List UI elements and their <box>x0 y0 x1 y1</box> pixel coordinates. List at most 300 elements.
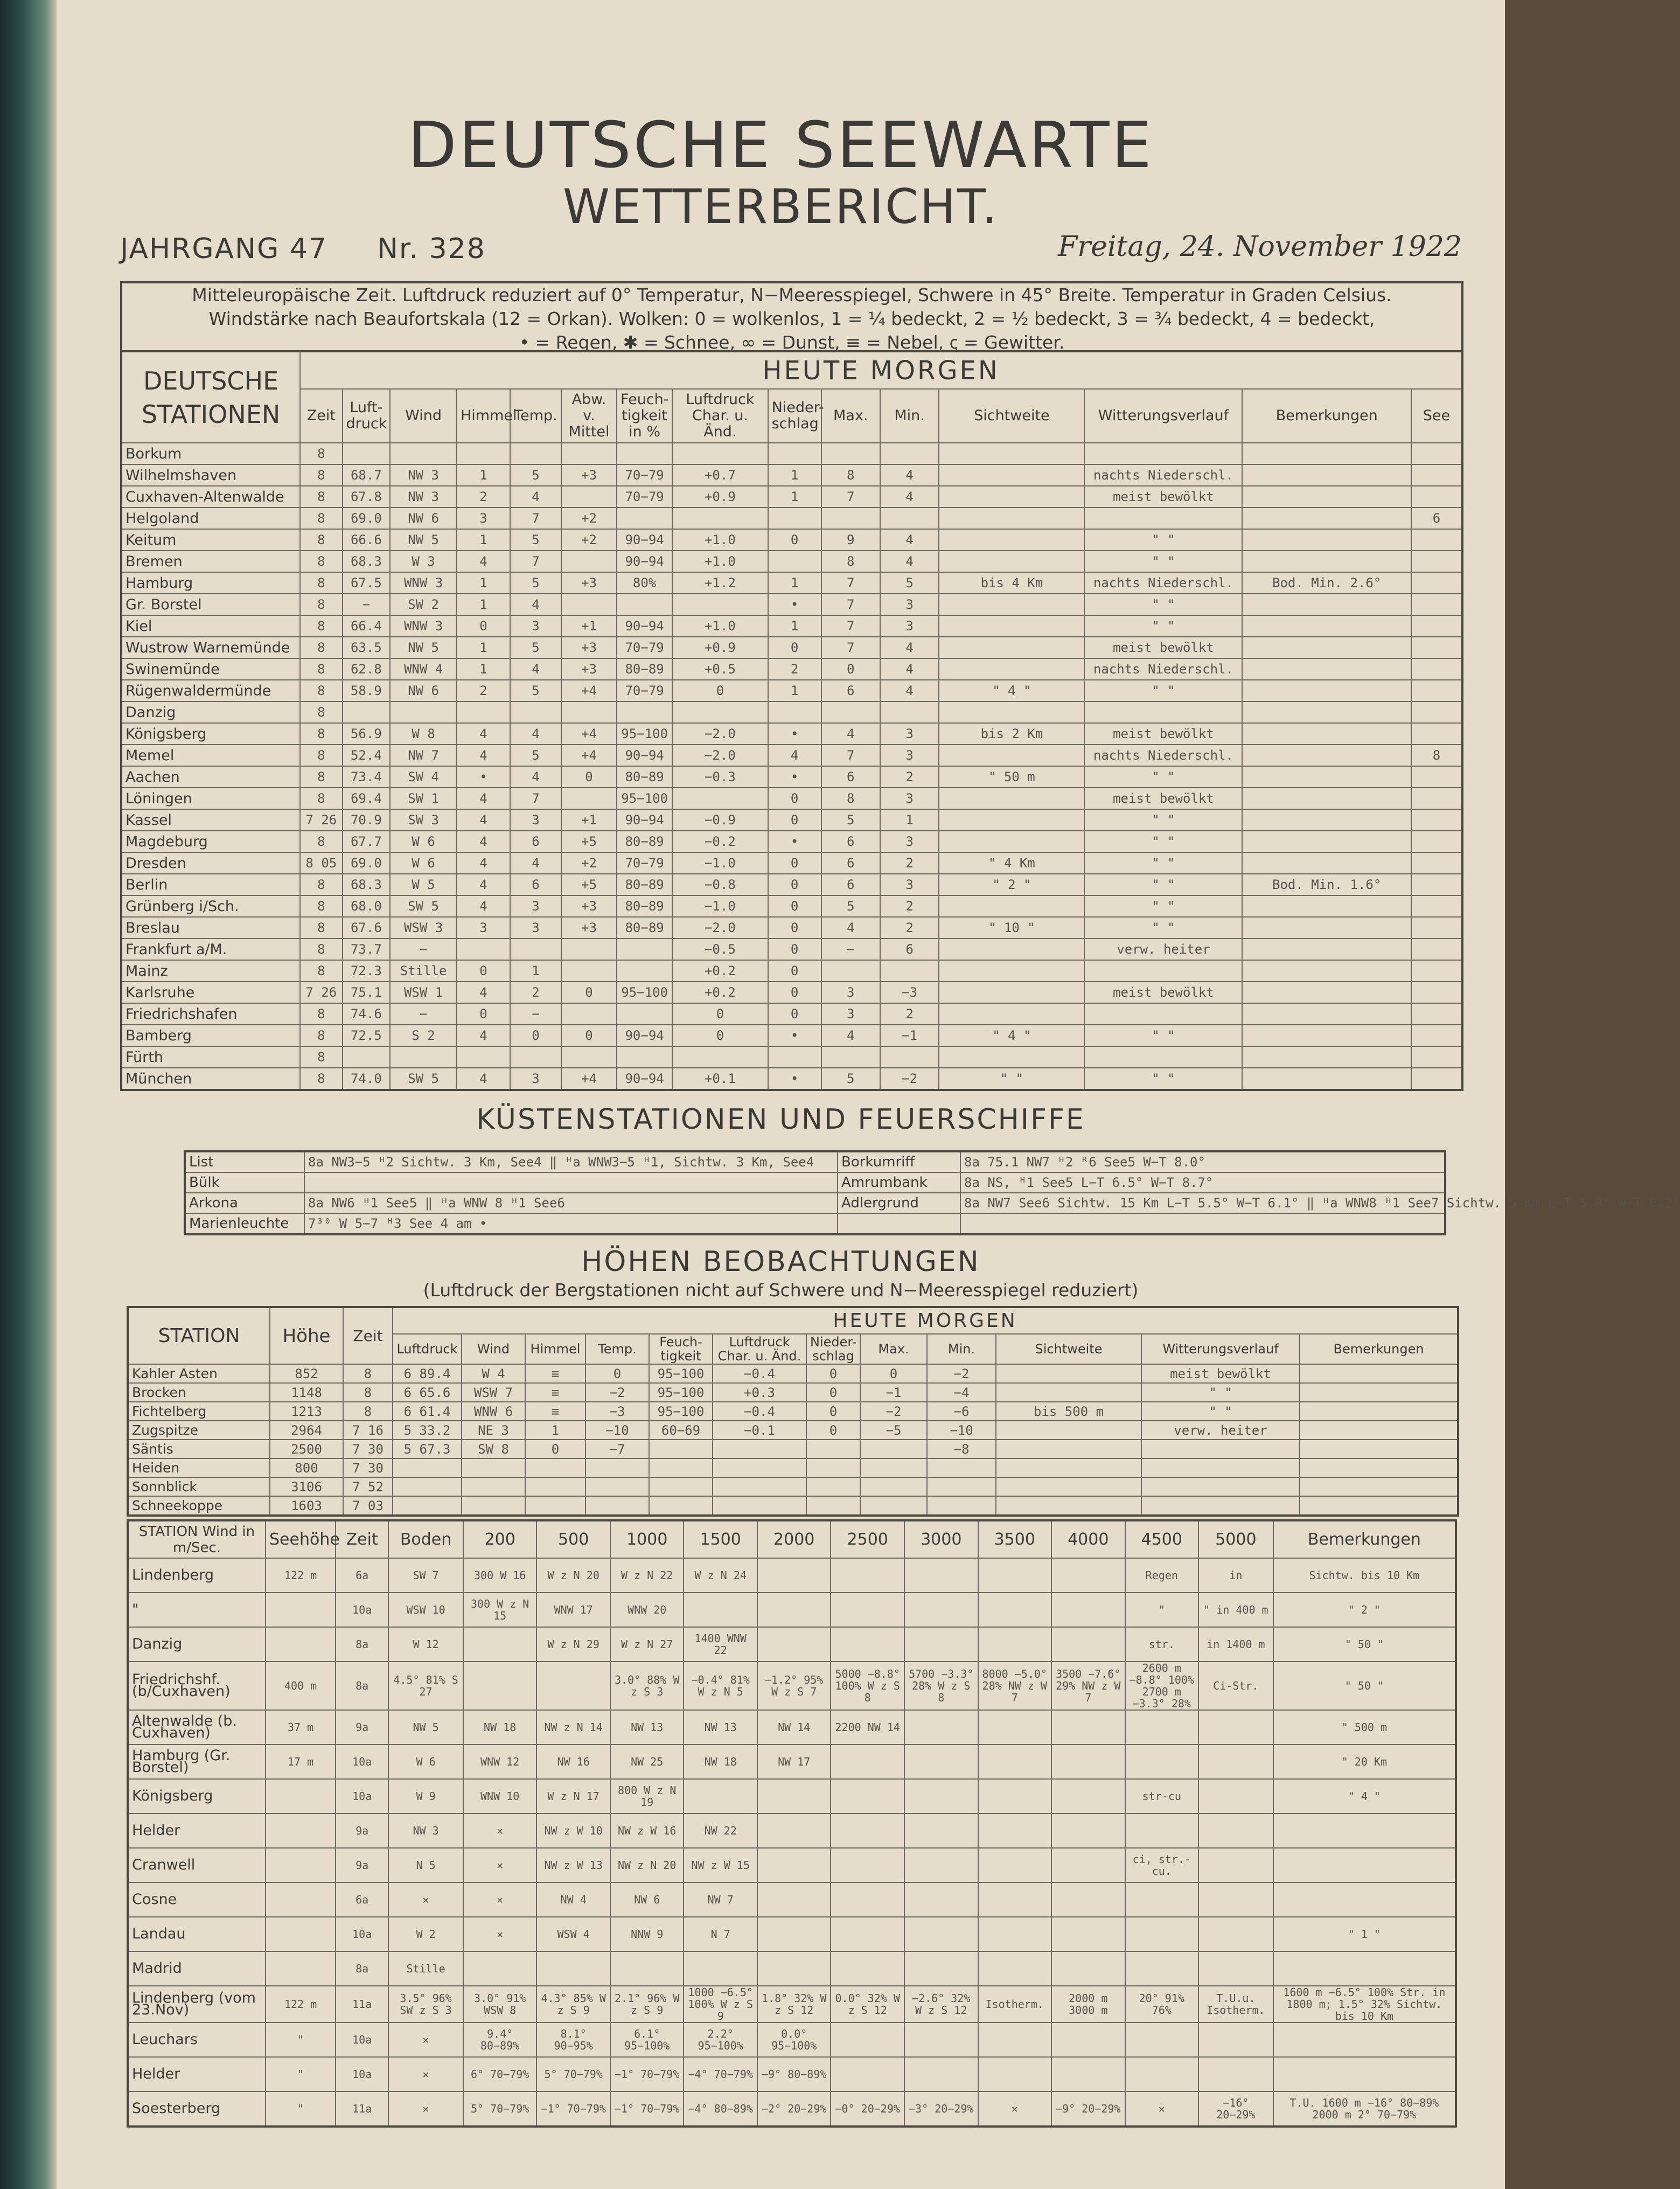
table-cell: 7 <box>821 615 880 637</box>
table-cell: 10a <box>336 1593 388 1627</box>
column-header: Boden <box>388 1520 463 1558</box>
table-cell <box>904 1951 978 1986</box>
table-cell <box>978 1951 1052 1986</box>
table-cell: 4 <box>510 594 561 615</box>
table-cell <box>1411 766 1462 788</box>
station-name: Königsberg <box>128 1779 266 1813</box>
table-cell: − <box>343 594 391 615</box>
table-cell: " " <box>1141 1383 1300 1402</box>
table-cell <box>1084 960 1242 982</box>
table-cell: −3° 20−29% <box>904 2091 978 2127</box>
table-cell: 8 <box>300 637 342 658</box>
table-cell <box>1242 939 1411 960</box>
table-cell <box>1411 1003 1462 1025</box>
table-cell <box>1411 852 1462 874</box>
table-cell: SW 2 <box>390 594 457 615</box>
column-header: Bemerkungen <box>1300 1334 1458 1364</box>
table-cell: 0 <box>806 1383 860 1402</box>
table-cell: 8 <box>300 594 342 615</box>
table-cell <box>904 2023 978 2057</box>
table-cell <box>393 1477 462 1496</box>
table-cell: 8 <box>300 680 342 701</box>
column-header: Min. <box>927 1334 996 1364</box>
table-cell <box>1411 701 1462 723</box>
table-cell <box>939 464 1084 486</box>
table-cell <box>1273 1848 1456 1882</box>
table-cell: 2000 m 3000 m <box>1051 1986 1125 2023</box>
column-header: 4000 <box>1051 1520 1125 1558</box>
table-cell <box>1242 529 1411 551</box>
table-cell <box>1242 766 1411 788</box>
table-cell: 4 <box>880 680 939 701</box>
table-cell: 80−89 <box>617 766 672 788</box>
table-cell <box>1411 680 1462 701</box>
table-cell: " " <box>1084 594 1242 615</box>
table-cell: 90−94 <box>617 745 672 766</box>
empty-cell <box>960 1213 1445 1234</box>
table-cell: NW 5 <box>390 529 457 551</box>
column-header: Sichtweite <box>939 389 1084 443</box>
table-cell <box>939 486 1084 508</box>
table-cell: 1603 <box>270 1496 343 1516</box>
table-cell: −0.8 <box>672 874 768 895</box>
table-cell <box>1051 2057 1125 2091</box>
table-cell: 1 <box>768 486 821 508</box>
column-header: Luft-druck <box>343 389 391 443</box>
table-cell: 5° 70−79% <box>536 2057 610 2091</box>
table-cell: 3 <box>510 1068 561 1090</box>
table-cell <box>561 939 617 960</box>
table-cell: 8000 −5.0° 28% NW z W 7 <box>978 1662 1052 1710</box>
table-cell <box>1141 1458 1300 1477</box>
table-cell: +5 <box>561 831 617 852</box>
table-cell: 6 <box>821 831 880 852</box>
table-cell: 0 <box>768 874 821 895</box>
table-row <box>128 1558 1456 1593</box>
station-name: Mainz <box>121 960 300 982</box>
table-cell <box>1084 443 1242 464</box>
table-cell: " 4 Km <box>939 852 1084 874</box>
table-cell: " in 400 m <box>1198 1593 1273 1627</box>
table-cell <box>978 1848 1052 1882</box>
table-cell: 3 <box>457 917 510 939</box>
table-cell: N 5 <box>388 1848 463 1882</box>
table-cell <box>1242 1003 1411 1025</box>
table-cell: 300 W 16 <box>463 1558 537 1593</box>
station-name: Leuchars <box>128 2023 266 2057</box>
table-cell <box>904 2057 978 2091</box>
table-cell <box>939 529 1084 551</box>
table-cell <box>713 1440 806 1458</box>
table-cell: 0 <box>672 1025 768 1046</box>
column-header: 3500 <box>978 1520 1052 1558</box>
table-cell: " " <box>1084 615 1242 637</box>
table-cell: −4 <box>927 1383 996 1402</box>
table-cell: str-cu <box>1125 1779 1199 1813</box>
table-cell <box>1051 1848 1125 1882</box>
table-cell: 8 <box>300 658 342 680</box>
table-row <box>185 1172 1445 1193</box>
table-row <box>121 529 1462 551</box>
table-cell: 3 <box>510 917 561 939</box>
table-cell <box>684 1951 757 1986</box>
table-cell <box>768 443 821 464</box>
table-cell <box>996 1421 1141 1440</box>
column-header: Nieder-schlag <box>806 1334 860 1364</box>
table-cell <box>904 1917 978 1951</box>
table-cell <box>831 1745 904 1779</box>
table-cell <box>860 1458 927 1477</box>
table-cell: +1.2 <box>672 572 768 594</box>
column-header: Temp. <box>585 1334 649 1364</box>
table-cell <box>713 1477 806 1496</box>
table-cell <box>939 1046 1084 1068</box>
table-cell <box>617 1046 672 1068</box>
table-cell: 0 <box>768 809 821 831</box>
table-cell <box>393 1458 462 1477</box>
table-cell: 37 m <box>266 1710 336 1745</box>
table-cell: 6 65.6 <box>393 1383 462 1402</box>
table-cell <box>561 443 617 464</box>
table-cell <box>831 1951 904 1986</box>
table-cell: meist bewölkt <box>1084 723 1242 745</box>
table-cell: Sichtw. bis 10 Km <box>1273 1558 1456 1593</box>
table-cell: Isotherm. <box>978 1986 1052 2023</box>
table-cell: NW 5 <box>390 637 457 658</box>
table-cell: −2.0 <box>672 917 768 939</box>
table-row <box>128 2091 1456 2127</box>
table-cell <box>904 1558 978 1593</box>
table-cell: 4 <box>457 1025 510 1046</box>
table-cell: 2200 NW 14 <box>831 1710 904 1745</box>
table-cell <box>927 1477 996 1496</box>
table-cell: 1 <box>510 960 561 982</box>
table-cell: 0 <box>806 1402 860 1421</box>
table-cell <box>462 1458 525 1477</box>
table-cell: " 20 Km <box>1273 1745 1456 1779</box>
table-cell: −2.0 <box>672 745 768 766</box>
table-cell: +3 <box>561 658 617 680</box>
table-cell: nachts Niederschl. <box>1084 572 1242 594</box>
table-cell <box>343 701 391 723</box>
table-cell <box>1198 2057 1273 2091</box>
table-cell: • <box>768 1025 821 1046</box>
table-cell <box>1242 852 1411 874</box>
table-cell: +0.2 <box>672 960 768 982</box>
table-cell: 0 <box>510 1025 561 1046</box>
table-cell: ✕ <box>463 1917 537 1951</box>
table-cell: 3 <box>510 895 561 917</box>
table-cell: 5 <box>880 572 939 594</box>
station-name: Altenwalde (b. Cuxhaven) <box>128 1710 266 1745</box>
table-cell: 90−94 <box>617 615 672 637</box>
table-cell <box>510 1046 561 1068</box>
table-cell: 2 <box>880 852 939 874</box>
table-cell: " 4 " <box>1273 1779 1456 1813</box>
table-cell: verw. heiter <box>1084 939 1242 960</box>
table-cell: ≡ <box>525 1383 585 1402</box>
table-cell <box>672 443 768 464</box>
table-cell: 6 <box>821 852 880 874</box>
table-cell <box>617 594 672 615</box>
lightship-name: Amrumbank <box>838 1172 960 1193</box>
table-cell: 1 <box>457 464 510 486</box>
table-cell <box>463 1951 537 1986</box>
table-cell: 1 <box>457 529 510 551</box>
column-header: Temp. <box>510 389 561 443</box>
table-cell <box>1242 637 1411 658</box>
table-cell: WSW 7 <box>462 1383 525 1402</box>
table-cell <box>831 2057 904 2091</box>
table-cell: 6a <box>336 1558 388 1593</box>
table-cell: 67.6 <box>343 917 391 939</box>
table-row <box>121 594 1462 615</box>
table-cell: +0.1 <box>672 1068 768 1090</box>
table-cell <box>880 1046 939 1068</box>
table-cell: 80−89 <box>617 895 672 917</box>
table-cell <box>757 1848 831 1882</box>
table-cell: 80−89 <box>617 874 672 895</box>
table-cell <box>904 1710 978 1745</box>
table-cell <box>1411 917 1462 939</box>
table-row <box>121 464 1462 486</box>
column-header: Seehöhe <box>266 1520 336 1558</box>
table-cell <box>585 1477 649 1496</box>
table-cell: 8a <box>336 1662 388 1710</box>
table-cell <box>462 1496 525 1516</box>
table-cell <box>1242 895 1411 917</box>
table-cell <box>561 1003 617 1025</box>
table-cell: 8a <box>336 1951 388 1986</box>
coastal-station-name: List <box>185 1151 304 1172</box>
table-cell: • <box>457 766 510 788</box>
table-row <box>128 1710 1456 1745</box>
table-cell: 7 <box>821 594 880 615</box>
table-cell: 8 <box>300 831 342 852</box>
table-row <box>121 895 1462 917</box>
table-cell: 8 <box>300 508 342 529</box>
table-cell: 8 <box>300 615 342 637</box>
table-cell: 3500 −7.6° 29% NW z W 7 <box>1051 1662 1125 1710</box>
table-cell: 3 <box>880 874 939 895</box>
table-cell: WNW 10 <box>463 1779 537 1813</box>
table-row <box>128 1848 1456 1882</box>
hoehen-heading: HÖHEN BEOBACHTUNGEN <box>581 1246 980 1278</box>
table-row <box>185 1193 1445 1213</box>
table-cell: 1.8° 32% W z S 12 <box>757 1986 831 2023</box>
table-cell: 72.3 <box>343 960 391 982</box>
table-cell: 7 26 <box>300 982 342 1003</box>
table-cell: 10a <box>336 1745 388 1779</box>
table-cell <box>1411 788 1462 809</box>
table-cell <box>978 1779 1052 1813</box>
table-cell <box>939 960 1084 982</box>
station-name: Memel <box>121 745 300 766</box>
table-cell: NW 6 <box>390 680 457 701</box>
table-cell: in 1400 m <box>1198 1627 1273 1662</box>
table-cell: 70−79 <box>617 852 672 874</box>
table-cell <box>1242 551 1411 572</box>
table-cell <box>821 508 880 529</box>
table-cell <box>525 1458 585 1477</box>
table-cell <box>1242 701 1411 723</box>
table-cell: 4 <box>457 551 510 572</box>
table-cell <box>1300 1383 1458 1402</box>
table-cell: 3 <box>457 508 510 529</box>
table-cell <box>1242 594 1411 615</box>
table-cell: 122 m <box>266 1986 336 2023</box>
table-row <box>121 680 1462 701</box>
table-cell: 68.3 <box>343 551 391 572</box>
table-cell <box>831 1558 904 1593</box>
table-cell: 1 <box>768 680 821 701</box>
table-cell <box>996 1477 1141 1496</box>
coastal-station-name: Arkona <box>185 1193 304 1213</box>
table-cell <box>831 1882 904 1917</box>
table-cell: T.U.u. Isotherm. <box>1198 1986 1273 2023</box>
table-cell <box>1051 1593 1125 1627</box>
table-row <box>121 615 1462 637</box>
table-cell <box>939 982 1084 1003</box>
table-cell: +1.0 <box>672 615 768 637</box>
table-cell <box>1411 464 1462 486</box>
table-cell <box>1273 1882 1456 1917</box>
table-cell: 8 <box>300 960 342 982</box>
table-cell: 95−100 <box>617 982 672 1003</box>
table-cell: 3.0° 91% WSW 8 <box>463 1986 537 2023</box>
table-cell: 4 <box>457 745 510 766</box>
table-cell: 0 <box>672 680 768 701</box>
table-cell <box>536 1951 610 1986</box>
table-cell: W z N 17 <box>536 1779 610 1813</box>
column-header: Bemerkungen <box>1242 389 1411 443</box>
table-cell <box>617 508 672 529</box>
table-cell <box>1051 1558 1125 1593</box>
table-cell: 67.8 <box>343 486 391 508</box>
table-cell: 4 <box>510 658 561 680</box>
table-cell: ✕ <box>388 1882 463 1917</box>
station-name: Helder <box>128 2057 266 2091</box>
table-cell <box>996 1496 1141 1516</box>
table-cell <box>939 809 1084 831</box>
table-cell: 6 61.4 <box>393 1402 462 1421</box>
table-cell: 4 <box>510 852 561 874</box>
column-header: Feuch-tigkeit in % <box>617 389 672 443</box>
table-cell <box>1411 1068 1462 1090</box>
table-cell: 9 <box>821 529 880 551</box>
table-cell: NW 6 <box>390 508 457 529</box>
table-cell: S 2 <box>390 1025 457 1046</box>
table-cell <box>1242 443 1411 464</box>
table-cell: WNW 17 <box>536 1593 610 1627</box>
lightship-observation: 8a 75.1 NW7 ᴴ2 ᴿ6 See5 W−T 8.0° <box>960 1151 1445 1172</box>
table-cell <box>1242 508 1411 529</box>
table-cell: " <box>266 2023 336 2057</box>
table-cell: NNW 9 <box>610 1917 684 1951</box>
table-cell <box>1242 1046 1411 1068</box>
table-cell: 0 <box>768 895 821 917</box>
table-cell <box>1198 1710 1273 1745</box>
table-cell <box>561 551 617 572</box>
table-cell: " 500 m <box>1273 1710 1456 1745</box>
table-cell <box>1411 874 1462 895</box>
table-cell <box>978 2023 1052 2057</box>
table-cell: NW 18 <box>684 1745 757 1779</box>
station-name: Swinemünde <box>121 658 300 680</box>
table-cell: −0.9 <box>672 809 768 831</box>
table-cell: 7 03 <box>343 1496 393 1516</box>
table-cell: −5 <box>860 1421 927 1440</box>
table-cell: 4 <box>880 464 939 486</box>
table-cell: −10 <box>585 1421 649 1440</box>
table-cell: • <box>768 1068 821 1090</box>
table-cell: 80% <box>617 572 672 594</box>
table-cell <box>978 2057 1052 2091</box>
table-cell <box>1411 1025 1462 1046</box>
table-cell: WNW 3 <box>390 615 457 637</box>
table-cell: 0 <box>806 1364 860 1383</box>
table-row <box>128 1813 1456 1848</box>
table-cell <box>266 1951 336 1986</box>
table-cell: 800 <box>270 1458 343 1477</box>
table-cell: −10 <box>927 1421 996 1440</box>
table-cell <box>1084 701 1242 723</box>
table-cell: 5 <box>510 637 561 658</box>
table-cell <box>617 443 672 464</box>
table-cell: 5 67.3 <box>393 1440 462 1458</box>
table-row <box>121 551 1462 572</box>
table-cell: −0.3 <box>672 766 768 788</box>
table-cell: 70−79 <box>617 486 672 508</box>
table-cell: SW 1 <box>390 788 457 809</box>
table-cell: meist bewölkt <box>1084 637 1242 658</box>
table-cell: " " <box>1084 680 1242 701</box>
table-cell: 4 <box>457 831 510 852</box>
table-cell: " 50 " <box>1273 1662 1456 1710</box>
table-cell <box>978 1593 1052 1627</box>
table-cell: −1.0 <box>672 895 768 917</box>
table-cell: 95−100 <box>649 1402 713 1421</box>
table-cell: 4 <box>457 852 510 874</box>
table-cell: NW 18 <box>463 1710 537 1745</box>
table-cell: 8 <box>300 939 342 960</box>
table-cell: 90−94 <box>617 529 672 551</box>
table-cell: • <box>768 831 821 852</box>
table-cell <box>343 443 391 464</box>
table-cell: −1.2° 95% W z S 7 <box>757 1662 831 1710</box>
table-cell: −0.4° 81% W z N 5 <box>684 1662 757 1710</box>
station-name: Wustrow Warnemünde <box>121 637 300 658</box>
table-cell: " " <box>1084 852 1242 874</box>
table-cell: SW 4 <box>390 766 457 788</box>
station-name: Fürth <box>121 1046 300 1068</box>
table-cell <box>1242 1068 1411 1090</box>
table-row <box>128 1364 1458 1383</box>
table-cell <box>978 1745 1052 1779</box>
table-cell <box>672 594 768 615</box>
table-cell: nachts Niederschl. <box>1084 464 1242 486</box>
column-header: Bemerkungen <box>1273 1520 1456 1558</box>
table-cell: WNW 12 <box>463 1745 537 1779</box>
table-cell <box>1411 939 1462 960</box>
table-cell: 2 <box>880 766 939 788</box>
table-cell <box>266 1779 336 1813</box>
table-cell <box>768 1046 821 1068</box>
table-cell <box>939 788 1084 809</box>
table-cell: 8 <box>300 1025 342 1046</box>
table-cell <box>1198 1882 1273 1917</box>
table-cell: 0 <box>561 766 617 788</box>
